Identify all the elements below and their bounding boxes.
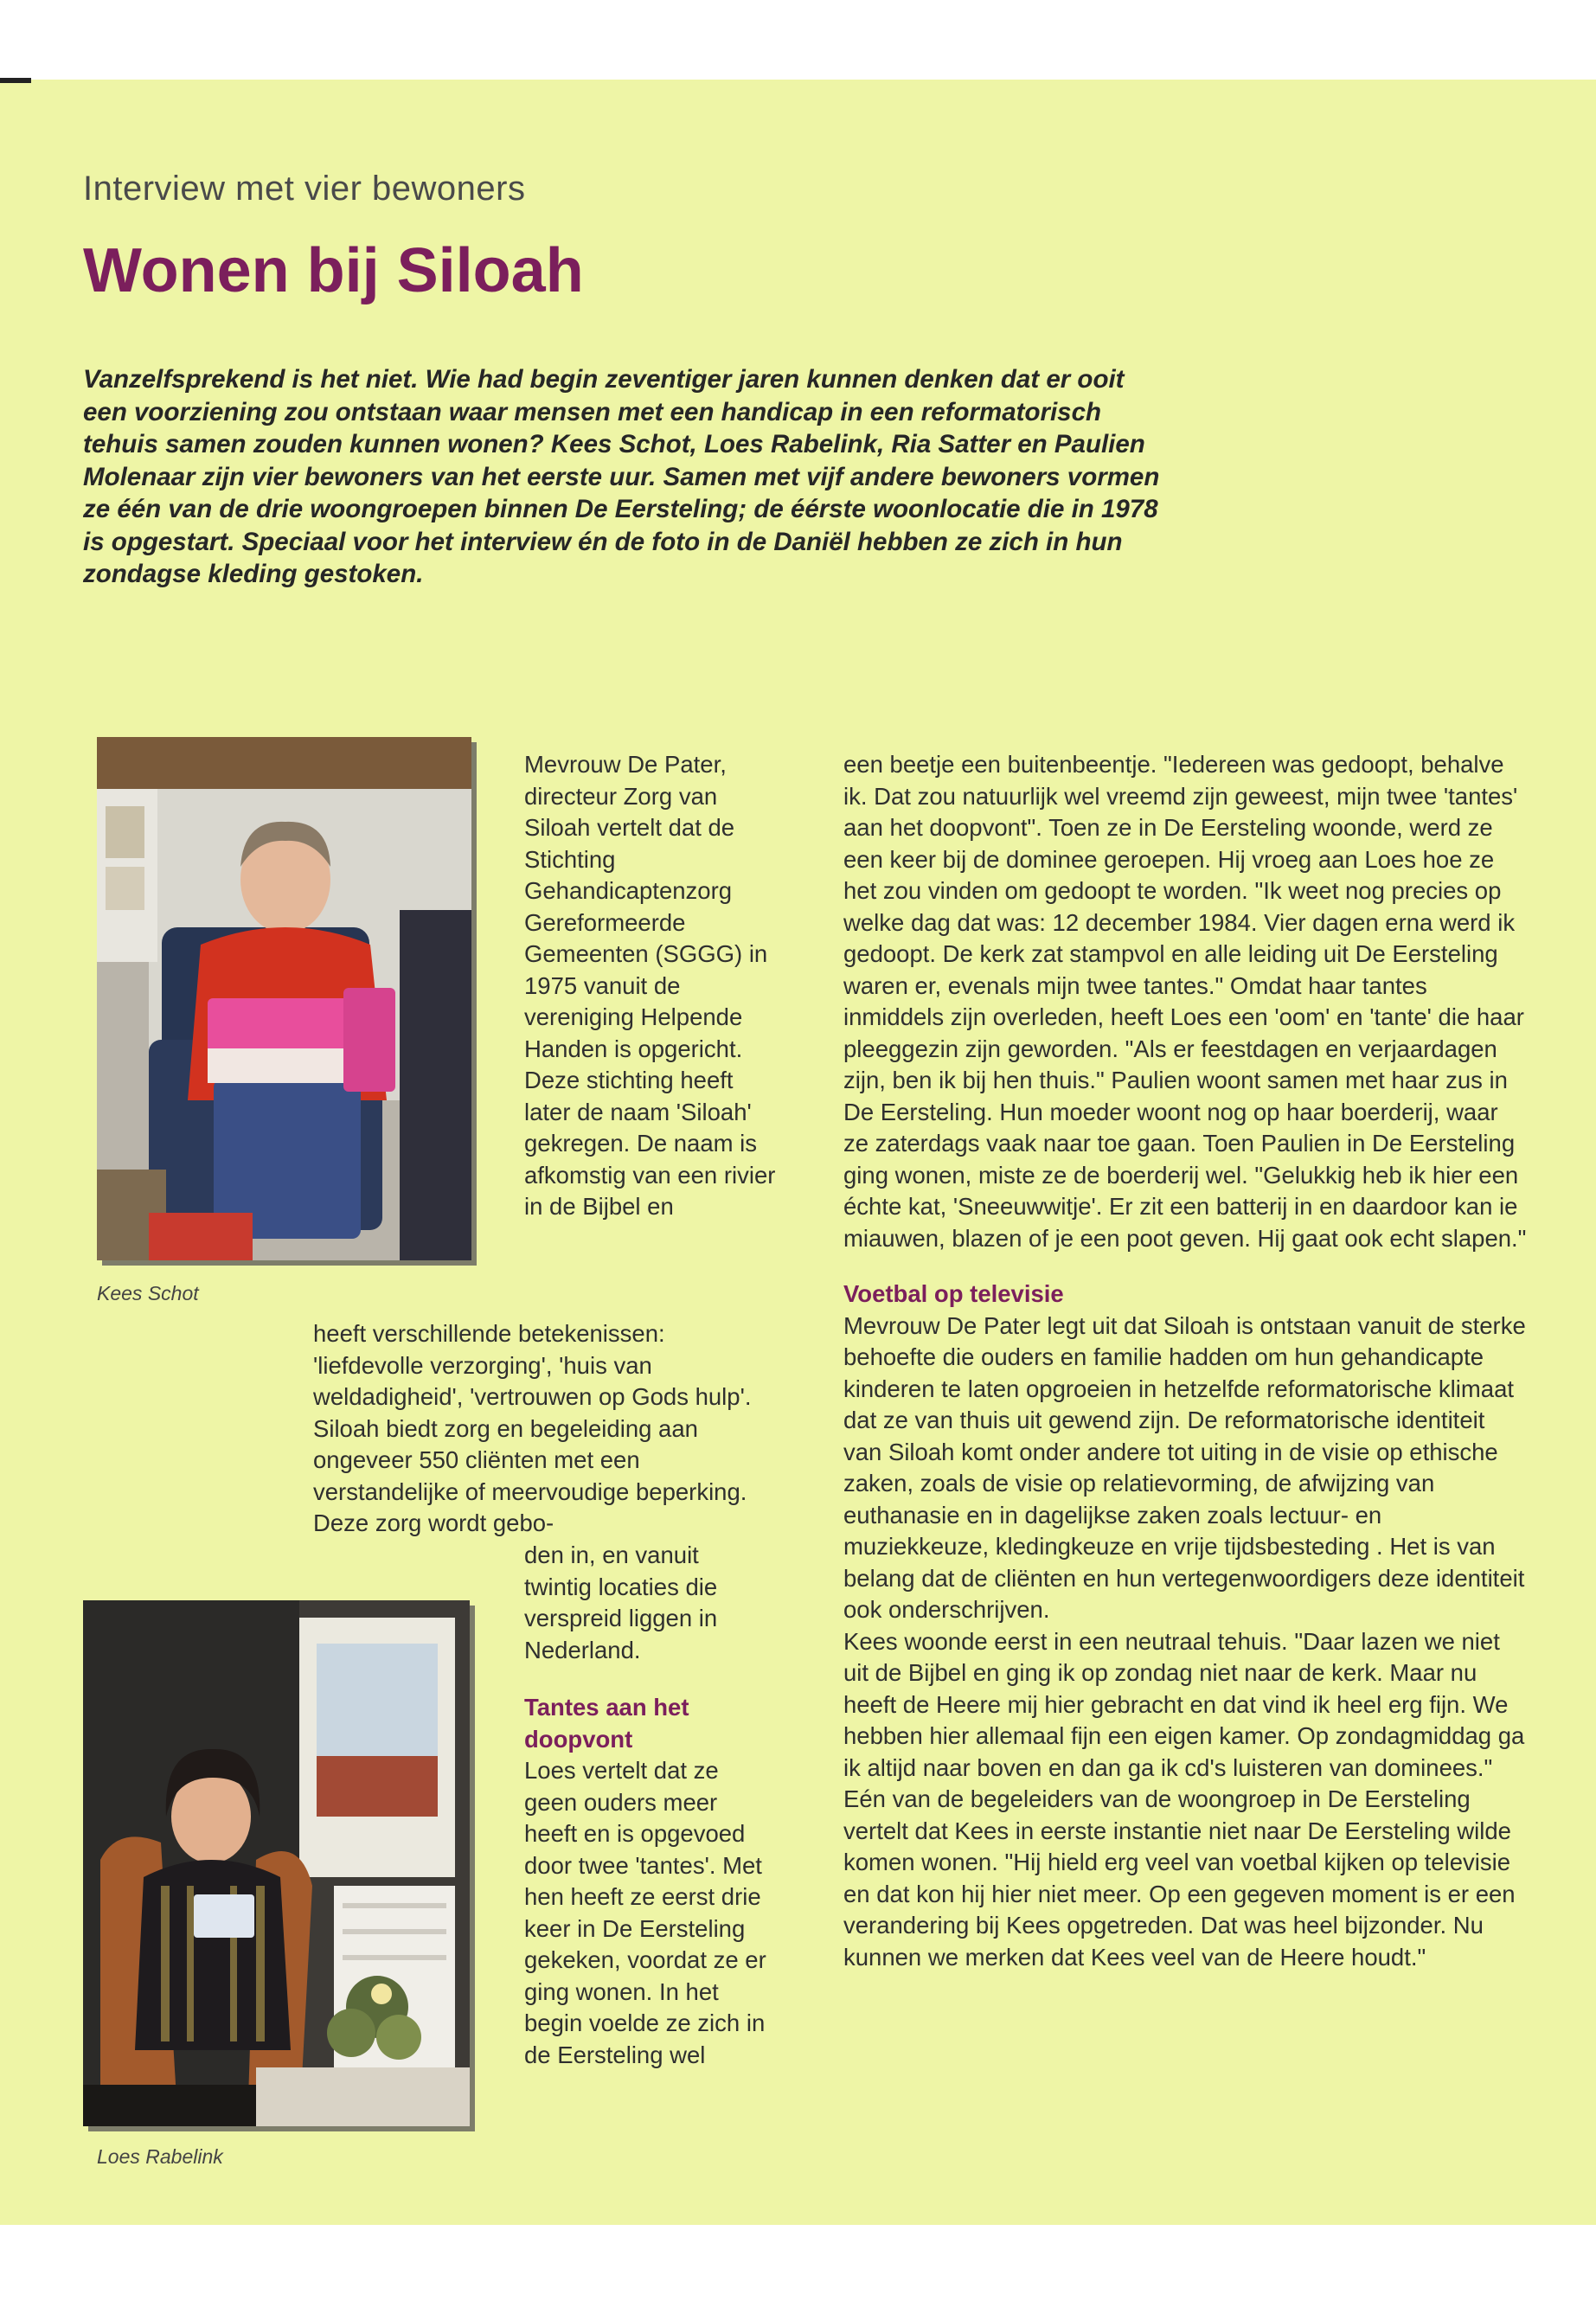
subhead-tantes: Tantes aan het doopvont bbox=[524, 1694, 689, 1753]
article-intro: Vanzelfsprekend is het niet. Wie had begin zeventiger jaren kunnen denken dat er ooit een voorziening zou ontstaan waar mensen met een handicap in een reformatorisch tehuis samen zouden kunnen wonen? Kees Schot, Loes Rabelink, Ria Satter en Paulien Molenaar zijn vier bewoners van het eerste uur. Samen met vijf andere bewoners vormen ze één van de drie woongroepen binnen De Eersteling; de éérste woonlocatie die in 1978 is opgestart. Speciaal voor het interview én de foto in de Daniël hebben ze zich in hun zondagse kleding gestoken. bbox=[83, 365, 1160, 588]
subhead-voetbal: Voetbal op televisie bbox=[843, 1280, 1064, 1307]
paragraph-locations: den in, en vanuit twintig locaties die verspreid liggen in Nederland. bbox=[524, 1541, 718, 1663]
body-narrow-1 bbox=[524, 749, 779, 1223]
scan-edge-mark bbox=[0, 78, 31, 83]
photo-kees-caption: Kees Schot bbox=[97, 1282, 199, 1304]
body-right-column bbox=[843, 749, 1527, 1973]
article-title: Wonen bij Siloah bbox=[83, 236, 584, 305]
paragraph-begeleider: Eén van de begeleiders van de woongroep in De Eersteling vertelt dat Kees in eerste instantie niet naar De Eersteling wilde komen wonen. "Hij hield erg veel van voetbal kijken op televisie en dat kon hij hier niet meer. Op een gegeven moment is er een verandering bij Kees opgetreden. Dat was heel bijzonder. Nu kunnen we merken dat Kees veel van de Heere houdt." bbox=[843, 1785, 1516, 1971]
photo-loes-illustration bbox=[83, 1600, 470, 2126]
photo-kees-schot bbox=[97, 737, 471, 1260]
paragraph-kees: Kees woonde eerst in een neutraal tehuis. "Daar lazen we niet uit de Bijbel en ging ik op zondag niet naar de kerk. Maar nu heeft de Heere mij hier gebracht en dat vind ik heel erg fijn. We hebben hier allemaal fijn een eigen kamer. Op zondagmiddag ga ik altijd naar boven en dan ga ik cd's luisteren van dominees." bbox=[843, 1627, 1525, 1781]
article-kicker: Interview met vier bewoners bbox=[83, 170, 526, 208]
paragraph-meanings: heeft verschillende betekenissen: 'liefdevolle verzorging', 'huis van weldadigheid', 'vertrouwen op Gods hulp'. Siloah biedt zorg en begeleiding aan ongeveer 550 cliënten met een verstandelijke of meervoudige beperking. Deze zorg wordt gebo- bbox=[313, 1320, 752, 1536]
photo-loes-rabelink bbox=[83, 1600, 470, 2126]
photo-kees-illustration bbox=[97, 737, 471, 1260]
paragraph-loes: Loes vertelt dat ze geen ouders meer heeft en is opgevoed door twee 'tantes'. Met hen heeft ze eerst drie keer in De Eersteling gekeken, voordat ze er ging wonen. In het begin voelde ze zich in de Eersteling wel bbox=[524, 1757, 766, 2068]
paragraph-intro-siloah: Mevrouw De Pater, directeur Zorg van Siloah vertelt dat de Stichting Gehandicaptenzorg Gereformeerde Gemeenten (SGGG) in 1975 vanuit de vereniging Helpende Handen is opgericht. Deze stichting heeft later de naam 'Siloah' gekregen. De naam is afkomstig van een rivier in de Bijbel en bbox=[524, 751, 776, 1220]
body-narrow-2 bbox=[524, 1540, 766, 2071]
photo-loes-caption: Loes Rabelink bbox=[97, 2145, 223, 2168]
paragraph-buitenbeentje: een beetje een buitenbeentje. "Iedereen was gedoopt, behalve ik. Dat zou natuurlijk wel vreemd zijn geweest, mijn twee 'tantes' aan het doopvont". Toen ze in De Eersteling woonde, werd ze een keer bij de dominee geroepen. Hij vroeg aan Loes hoe ze het zou vinden om gedoopt te worden. "Ik weet nog precies op welke dag dat was: 12 december 1984. Vier dagen erna werd ik gedoopt. De kerk zat stampvol en alle leiding uit De Eersteling waren er, evenals mijn twee tantes." Omdat haar tantes inmiddels zijn overleden, heeft Loes een 'oom' en 'tante' die haar pleeggezin zijn geworden. "Als er feestdagen en verjaardagen zijn, ben ik bij hen thuis." Paulien woont samen met haar zus in De Eersteling. Hun moeder woont nog op haar boerderij, waar ze zaterdags vaak naar toe gaan. Toen Paulien in De Eersteling ging wonen, miste ze de boerderij wel. "Gelukkig heb ik hier een échte kat, 'Sneeuwwitje'. Er zit een batterij in en daardoor kan ie miauwen, blazen of je een poot geven. Hij gaat ook echt slapen." bbox=[843, 751, 1527, 1252]
paragraph-identiteit: Mevrouw De Pater legt uit dat Siloah is ontstaan vanuit de sterke behoefte die ouders en familie hadden om hun gehandicapte kinderen te laten opgroeien in hetzelfde reformatorische klimaat dat ze van thuis uit gewend zijn. De reformatorische identiteit van Siloah komt onder andere tot uiting in de visie op ethische zaken, zoals de visie op relatievorming, de afwijzing van euthanasie en in dagelijkse zaken zoals lectuur- en muziekkeuze, kledingkeuze en vrije tijdsbesteding . Het is van belang dat de cliënten en hun vertegenwoordigers deze identiteit ook onderschrijven. bbox=[843, 1311, 1526, 1623]
body-wide-1 bbox=[313, 1318, 763, 1540]
